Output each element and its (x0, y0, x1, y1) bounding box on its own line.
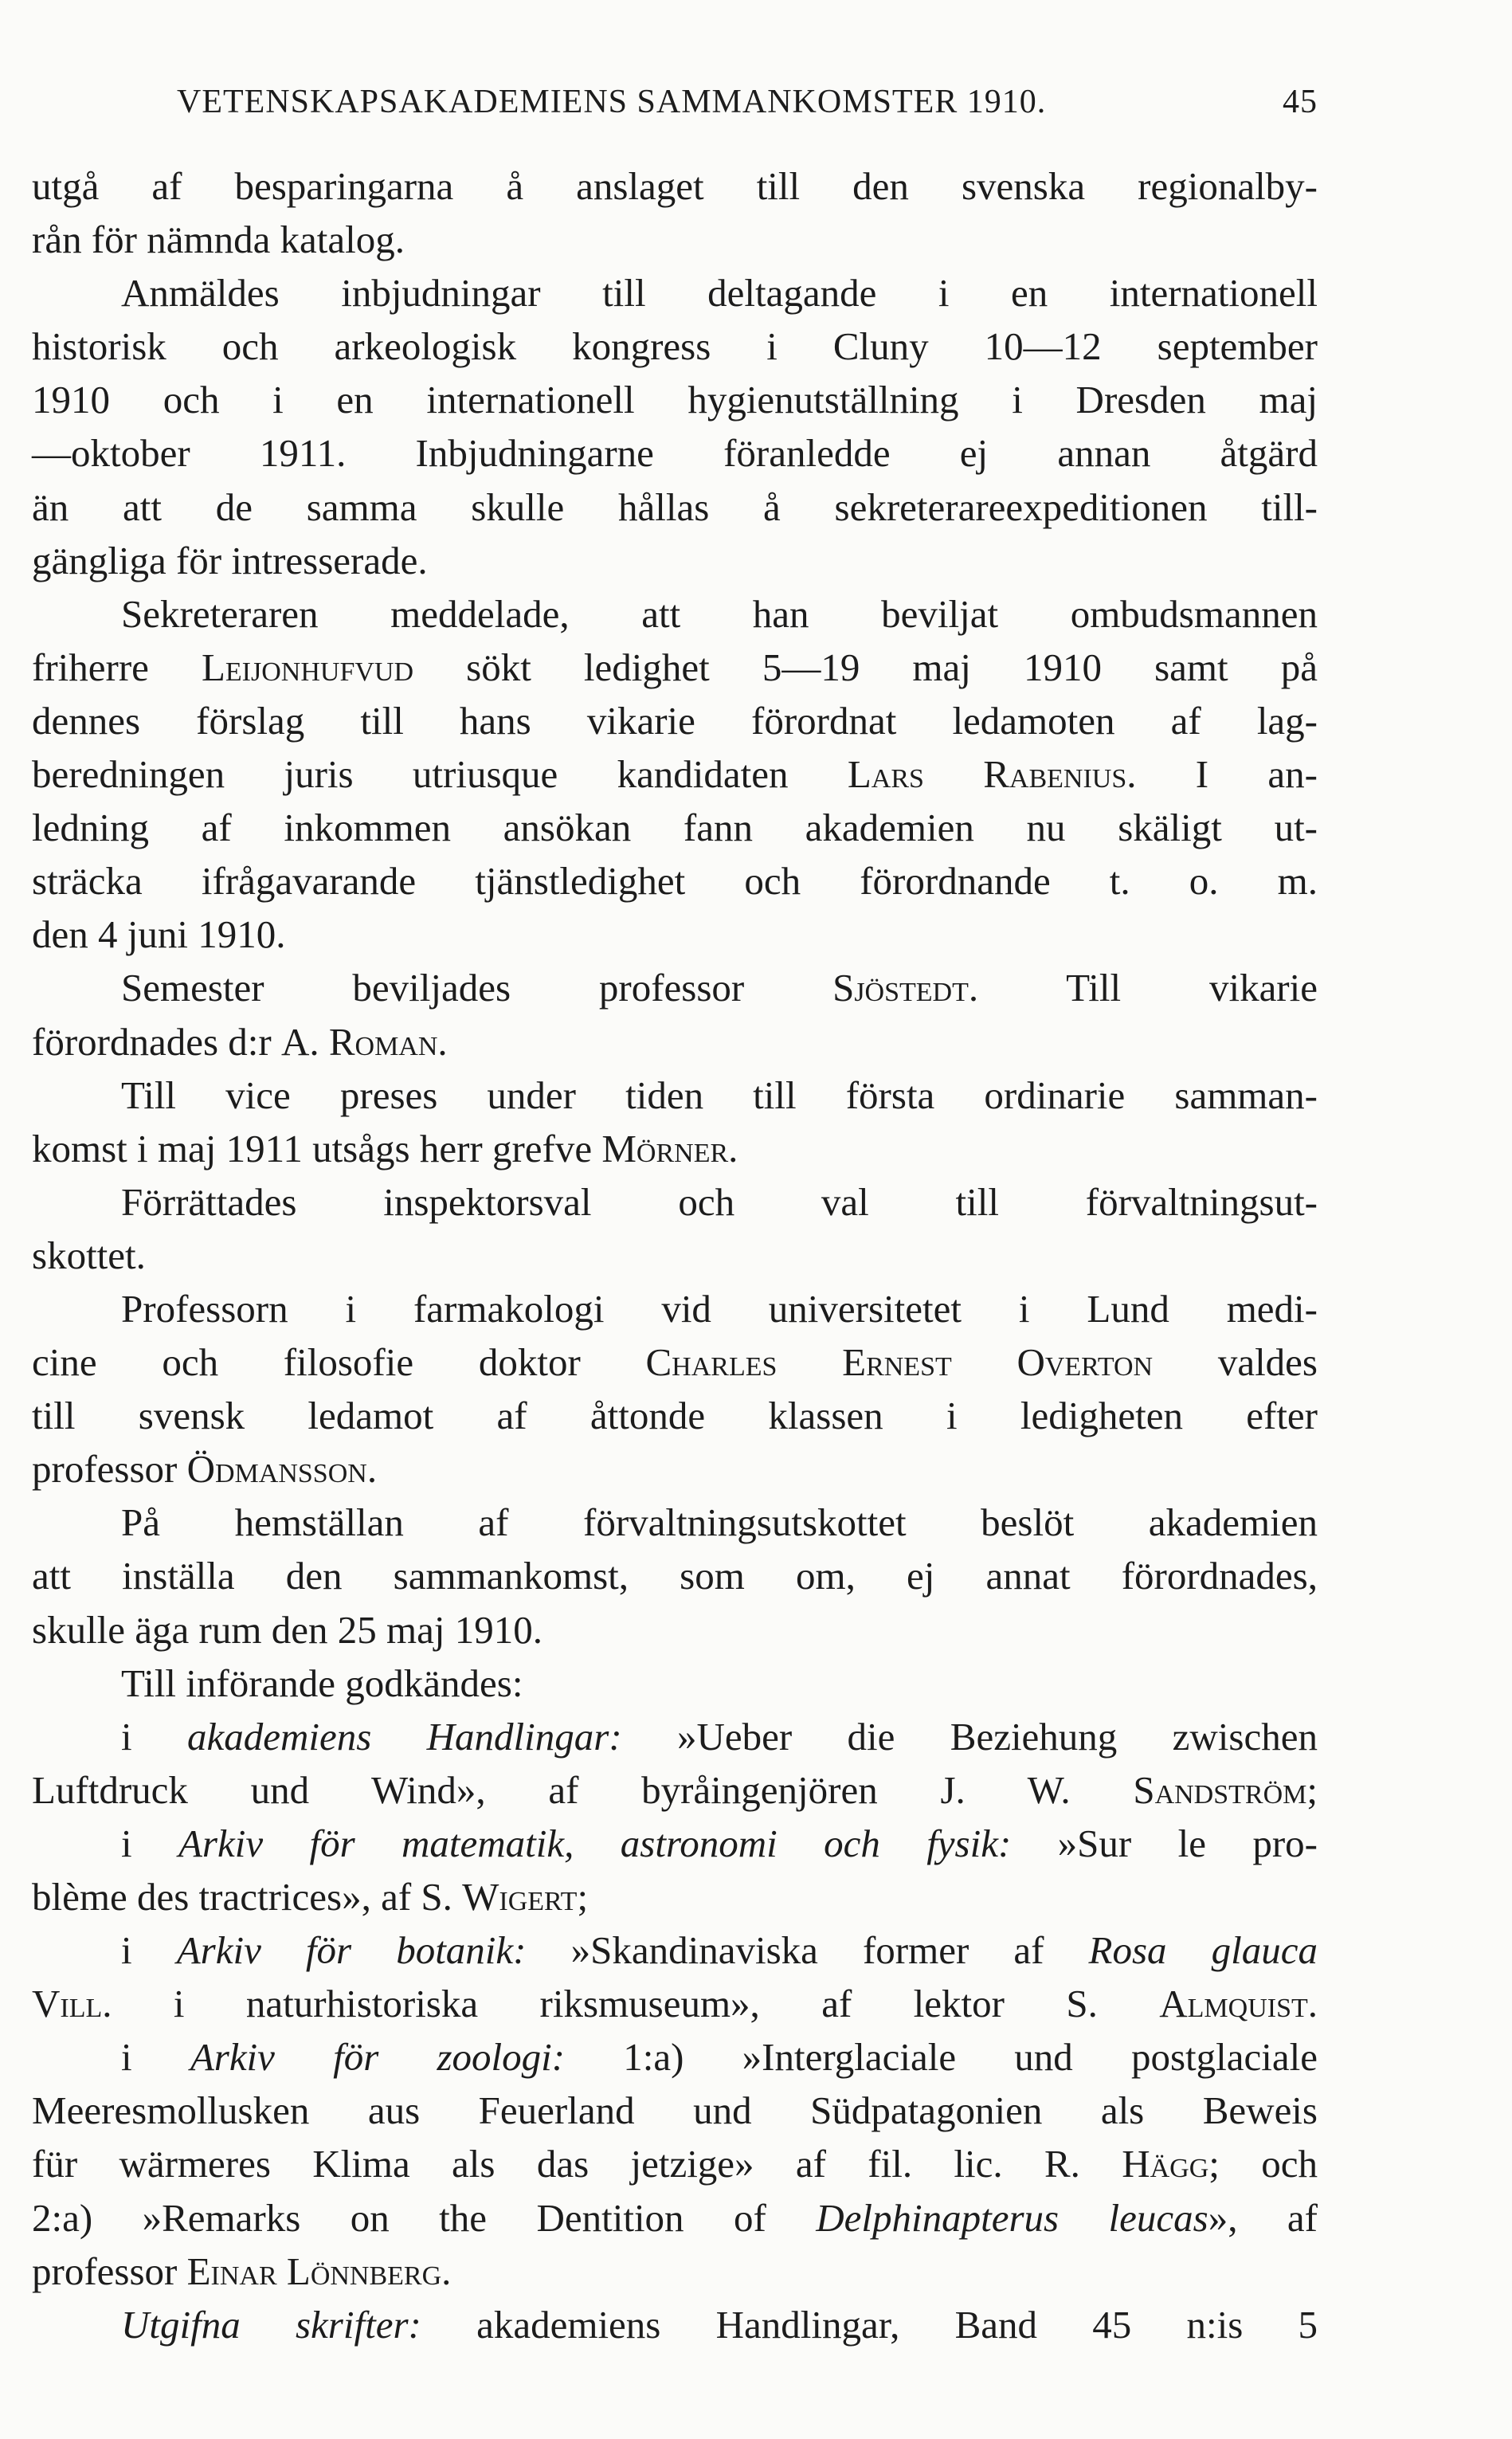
text-line: På hemställan af förvaltningsutskottet beslöt akademien (121, 1500, 1318, 1545)
body-text (32, 159, 1318, 2351)
person-name: Einar Lönnberg (186, 2249, 442, 2293)
text-line: professor Ödmansson. (32, 1447, 378, 1492)
text-line: än att de samma skulle hållas å sekreterareexpeditionen till- (32, 484, 1318, 529)
text-line: Vill. i naturhistoriska riksmuseum», af lektor S. Almquist. (32, 1982, 1318, 2026)
text-line: 2:a) »Remarks on the Dentition of Delphinapterus leucas», af (32, 2195, 1318, 2240)
text-line: professor Einar Lönnberg. (32, 2249, 452, 2293)
person-name: A. Roman (280, 1019, 438, 1064)
running-title: VETENSKAPSAKADEMIENS SAMMANKOMSTER 1910. (177, 84, 1047, 120)
text-line: skulle äga rum den 25 maj 1910. (32, 1607, 543, 1652)
species-name: Rosa glauca (1088, 1928, 1318, 1973)
person-name: Hägg (1122, 2142, 1209, 2186)
text-line: sträcka ifrågavarande tjänstledighet och förordnande t. o. m. (32, 859, 1318, 904)
text-line: Till vice preses under tiden till första ordinarie samman- (121, 1072, 1318, 1117)
text-line: i Arkiv för zoologi: 1:a) »Interglaciale und postglaciale (121, 2035, 1318, 2080)
text-line: förordnades d:r A. Roman. (32, 1019, 448, 1064)
text-line: i Arkiv för matematik, astronomi och fysik: »Sur le pro- (121, 1821, 1318, 1865)
text-line: till svensk ledamot af åttonde klassen i ledigheten efter (32, 1394, 1318, 1438)
text-line: beredningen juris utriusque kandidaten Lars Rabenius. I an- (32, 752, 1318, 797)
text-line: gängliga för intresserade. (32, 538, 428, 582)
text-line: rån för nämnda katalog. (32, 218, 405, 262)
text-line: komst i maj 1911 utsågs herr grefve Mörner. (32, 1126, 738, 1170)
person-name: Lars Rabenius (847, 752, 1127, 797)
text-line: —oktober 1911. Inbjudningarne föranledde ej annan åtgärd (32, 431, 1318, 476)
publication-title: Arkiv för matematik, astronomi och fysik: (178, 1821, 1012, 1865)
person-name: Vill (32, 1982, 103, 2026)
text-line: i akademiens Handlingar: »Ueber die Beziehung zwischen (121, 1714, 1318, 1759)
person-name: Charles Ernest Overton (645, 1340, 1154, 1385)
person-name: Leijonhufvud (201, 645, 414, 689)
person-name: Mörner (601, 1126, 729, 1170)
text-line: Utgifna skrifter: akademiens Handlingar, Band 45 n:is 5 (121, 2302, 1318, 2347)
publication-title: Arkiv för botanik: (176, 1928, 527, 1973)
page-number: 45 (1283, 84, 1318, 120)
text-line: Till införande godkändes: (121, 1661, 523, 1705)
text-line: i Arkiv för botanik: »Skandinaviska former af Rosa glauca (121, 1928, 1318, 1973)
text-line: Anmäldes inbjudningar till deltagande i en internationell (121, 271, 1318, 316)
person-name: Ödmansson (186, 1447, 367, 1492)
text-line: Semester beviljades professor Sjöstedt. Till vikarie (121, 966, 1318, 1010)
text-line: cine och filosofie doktor Charles Ernest Overton valdes (32, 1340, 1318, 1385)
text-line: blème des tractrices», af S. Wigert; (32, 1875, 589, 1919)
person-name: Sjöstedt (832, 966, 969, 1010)
text-line: Sekreteraren meddelade, att han beviljat ombudsmannen (121, 591, 1318, 636)
text-line: Professorn i farmakologi vid universitetet i Lund medi- (121, 1286, 1318, 1331)
text-line: historisk och arkeologisk kongress i Cluny 10—12 september (32, 324, 1318, 369)
text-line: friherre Leijonhufvud sökt ledighet 5—19 maj 1910 samt på (32, 645, 1318, 689)
text-line: Luftdruck und Wind», af byråingenjören J. W. Sandström; (32, 1767, 1318, 1812)
publication-title: akademiens Handlingar: (186, 1714, 622, 1759)
species-name: Delphinapterus leucas (816, 2195, 1208, 2240)
person-name: Wigert (462, 1875, 578, 1919)
text-line: den 4 juni 1910. (32, 912, 286, 957)
text-line: Meeresmollusken aus Feuerland und Südpatagonien als Beweis (32, 2088, 1318, 2133)
person-name: Almquist (1159, 1982, 1308, 2026)
section-label: Utgifna skrifter: (121, 2302, 421, 2347)
person-name: Sandström (1133, 1767, 1307, 1812)
text-line: att inställa den sammankomst, som om, ej annat förordnades, (32, 1554, 1318, 1598)
text-line: skottet. (32, 1233, 146, 1277)
page-header (177, 76, 1318, 132)
text-line: ledning af inkommen ansökan fann akademien nu skäligt ut- (32, 806, 1318, 850)
text-line: 1910 och i en internationell hygienutställning i Dresden maj (32, 378, 1318, 422)
publication-title: Arkiv för zoologi: (190, 2035, 566, 2080)
text-line: für wärmeres Klima als das jetzige» af fil. lic. R. Hägg; och (32, 2142, 1318, 2186)
text-line: dennes förslag till hans vikarie förordnat ledamoten af lag- (32, 698, 1318, 743)
text-line: Förrättades inspektorsval och val till förvaltningsut- (121, 1179, 1318, 1224)
text-line: utgå af besparingarna å anslaget till den svenska regionalby- (32, 164, 1318, 208)
